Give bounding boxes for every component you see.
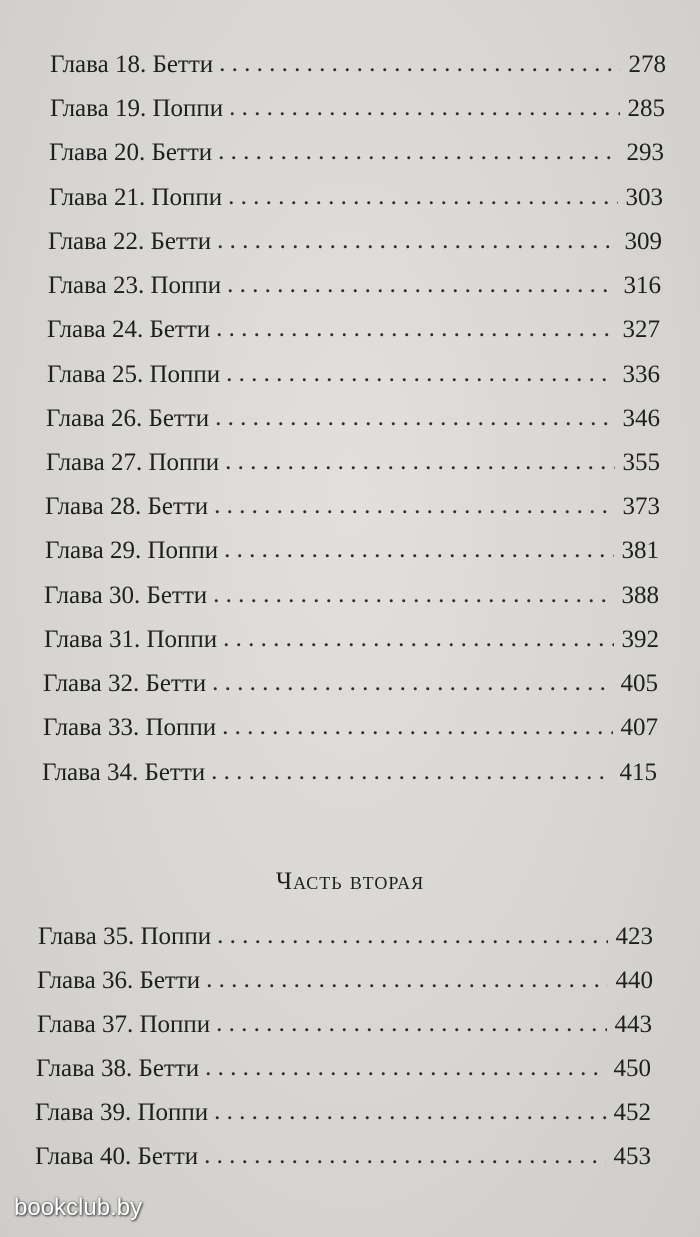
toc-entry (48, 217, 662, 257)
toc-entry (45, 526, 659, 566)
toc-entry (35, 1132, 651, 1172)
toc-entry (48, 261, 661, 301)
toc-entry-title: Глава 33. Поппи (43, 714, 217, 741)
toc-entry-title: Глава 21. Поппи (49, 184, 223, 211)
dot-leader (214, 1097, 605, 1127)
toc-entry-page: 405 (620, 670, 658, 697)
toc-entry-title: Глава 34. Бетти (42, 759, 206, 786)
dot-leader (214, 491, 614, 521)
toc-entry-page: 381 (621, 537, 659, 564)
toc-entry-page: 453 (613, 1143, 651, 1170)
toc-entry-title: Глава 38. Бетти (36, 1055, 200, 1082)
toc-entry-page: 285 (627, 95, 665, 122)
toc-entry-title: Глава 29. Поппи (45, 537, 219, 564)
dot-leader (222, 712, 612, 742)
dot-leader (212, 668, 612, 698)
toc-entry-title: Глава 31. Поппи (44, 626, 218, 653)
toc-entry-page: 452 (613, 1099, 651, 1126)
dot-leader (217, 921, 607, 951)
toc-entry-page: 450 (613, 1055, 651, 1082)
toc-entry-page: 309 (624, 228, 662, 255)
dot-leader (215, 403, 614, 433)
toc-entry-page: 392 (621, 626, 659, 653)
toc-entry-title: Глава 26. Бетти (46, 405, 210, 432)
toc-entry (50, 40, 666, 80)
toc-entry-title: Глава 40. Бетти (35, 1143, 199, 1170)
toc-entry-title: Глава 19. Поппи (50, 95, 224, 122)
dot-leader (228, 182, 617, 212)
dot-leader (225, 447, 614, 477)
toc-entry (47, 350, 660, 390)
toc-entry (36, 1044, 651, 1084)
toc-entry-page: 278 (628, 51, 666, 78)
toc-entry-title: Глава 35. Поппи (38, 923, 212, 950)
toc-entry-page: 355 (622, 449, 660, 476)
toc-entry-title: Глава 32. Бетти (43, 670, 207, 697)
dot-leader (226, 359, 614, 389)
toc-entry-title: Глава 22. Бетти (48, 228, 212, 255)
dot-leader (217, 226, 616, 256)
toc-entry (46, 394, 660, 434)
dot-leader (224, 535, 613, 565)
toc-entry-title: Глава 25. Поппи (47, 361, 221, 388)
toc-entry (47, 305, 660, 345)
toc-entry (45, 482, 660, 522)
toc-entry-title: Глава 24. Бетти (47, 316, 211, 343)
toc-entry-title: Глава 23. Поппи (48, 272, 222, 299)
dot-leader (216, 1009, 606, 1039)
toc-entry (50, 84, 665, 124)
toc-entry-page: 388 (621, 582, 659, 609)
toc-entry (44, 615, 659, 655)
toc-entry-page: 303 (625, 184, 663, 211)
dot-leader (219, 49, 620, 79)
toc-entry (42, 748, 657, 788)
section-heading: Часть вторая (275, 868, 425, 895)
toc-entry (35, 1088, 651, 1128)
dot-leader (227, 270, 615, 300)
toc-entry-page: 293 (626, 139, 664, 166)
toc-entry (43, 659, 658, 699)
dot-leader (206, 965, 607, 995)
toc-entry-page: 327 (622, 316, 660, 343)
toc-entry-page: 440 (615, 967, 653, 994)
toc-entry (43, 703, 658, 743)
toc-entry-page: 316 (623, 272, 661, 299)
toc-entry (49, 128, 664, 168)
toc-entry (49, 173, 663, 213)
dot-leader (218, 137, 618, 167)
toc-entry-title: Глава 28. Бетти (45, 493, 209, 520)
dot-leader (205, 1053, 605, 1083)
toc-entry-page: 336 (622, 361, 660, 388)
watermark-text: bookclub.by (14, 1194, 143, 1221)
toc-entry (46, 438, 660, 478)
toc-entry-title: Глава 18. Бетти (50, 51, 214, 78)
toc-entry (44, 571, 659, 611)
toc-entry-page: 443 (614, 1011, 652, 1038)
toc-entry-page: 407 (620, 714, 658, 741)
toc-entry-title: Глава 20. Бетти (49, 139, 213, 166)
toc-entry-title: Глава 36. Бетти (37, 967, 201, 994)
toc-entry-title: Глава 30. Бетти (44, 582, 208, 609)
toc-entry-title: Глава 27. Поппи (46, 449, 220, 476)
toc-entry (37, 956, 653, 996)
toc-entry-title: Глава 37. Поппи (37, 1011, 211, 1038)
dot-leader (213, 580, 613, 610)
toc-entry (37, 1000, 652, 1040)
toc-entry-page: 346 (622, 405, 660, 432)
dot-leader (204, 1141, 605, 1171)
toc-entry-page: 415 (619, 759, 657, 786)
toc-entry-page: 423 (615, 923, 653, 950)
toc-entry (38, 912, 653, 952)
dot-leader (216, 314, 614, 344)
toc-entry-page: 373 (622, 493, 660, 520)
dot-leader (223, 624, 613, 654)
dot-leader (211, 757, 611, 787)
dot-leader (229, 93, 619, 123)
toc-entry-title: Глава 39. Поппи (35, 1099, 209, 1126)
